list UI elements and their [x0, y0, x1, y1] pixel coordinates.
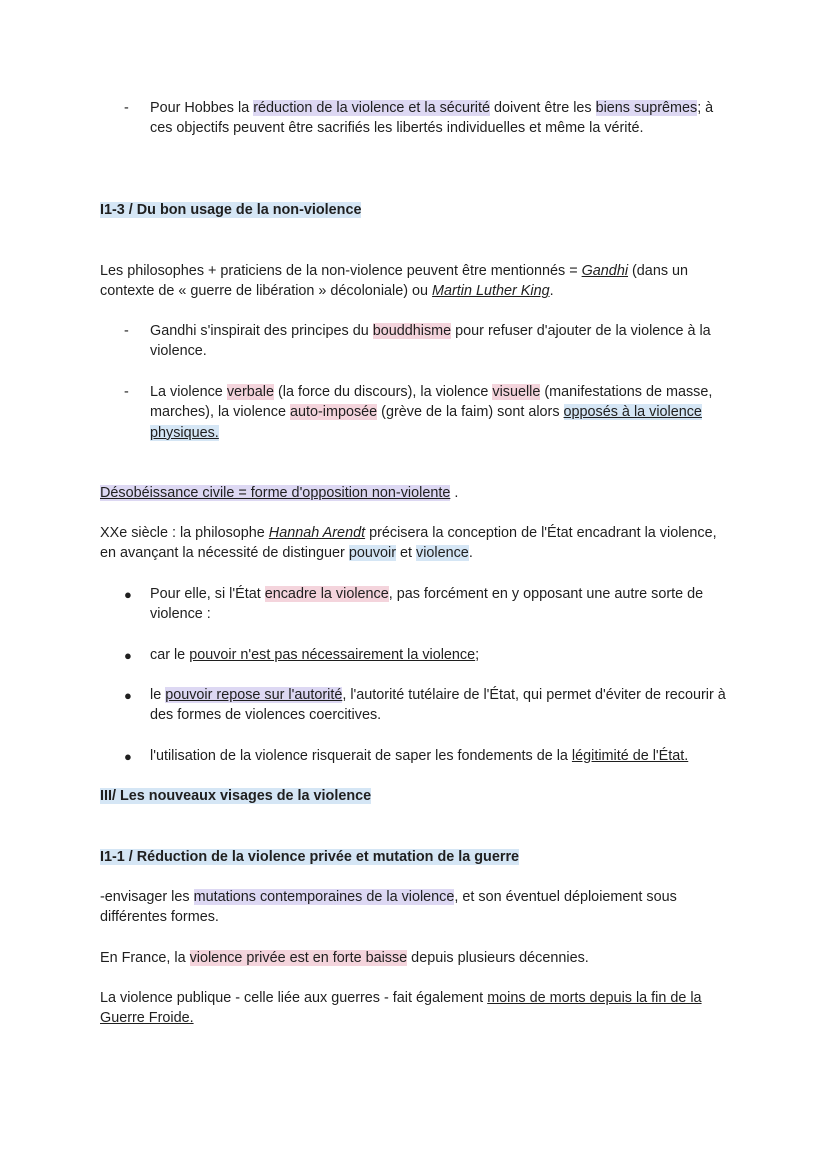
underlined-text: légitimité de l'État. — [571, 748, 689, 764]
highlight: verbale — [226, 384, 275, 400]
text: (grève de la faim) sont alors — [377, 404, 564, 421]
list-dash: - — [124, 323, 129, 339]
highlight: encadre la violence — [264, 586, 389, 602]
highlight: pouvoir — [348, 545, 397, 562]
text: . — [450, 485, 459, 501]
text: Pour Hobbes la — [150, 100, 254, 116]
text: . — [468, 545, 473, 562]
arendt-paragraph — [100, 523, 730, 564]
underlined-text: pouvoir n'est pas nécessairement la violence — [189, 647, 476, 663]
highlight: violence privée est en forte baisse — [189, 950, 408, 966]
highlight: réduction de la violence et la sécurité — [253, 100, 490, 116]
bullet-icon: ● — [124, 749, 132, 764]
text: (la force du discours), la violence — [274, 384, 493, 400]
intro-paragraph — [100, 261, 730, 302]
text: ; — [475, 647, 480, 663]
text: , l'autorité tutélaire de l'État, qui permet d'éviter de recourir à des formes de violences coercitives. — [150, 687, 726, 724]
section-heading-non-violence — [100, 200, 730, 220]
bullet-icon: ● — [124, 587, 132, 602]
heading-text: I1-3 / Du bon usage de la non-violence — [100, 202, 362, 218]
text: -envisager les — [100, 889, 194, 905]
hobbes-item — [150, 98, 730, 139]
text: ; à ces objectifs peuvent être sacrifiés les libertés individuelles et même la vérité. — [150, 100, 714, 137]
desobeissance-paragraph — [100, 483, 730, 503]
text: Les philosophes + praticiens de la non-violence peuvent être mentionnés = — [100, 263, 582, 279]
heading-text: I1-1 / Réduction de la violence privée et mutation de la guerre — [100, 849, 520, 865]
highlight: violence — [416, 545, 469, 562]
bullet-item — [150, 584, 730, 625]
text: Gandhi s'inspirait des principes du — [150, 323, 373, 339]
gandhi-item — [150, 321, 730, 362]
text: XXe siècle : la philosophe — [100, 525, 269, 541]
text: précisera la conception de l'État encadrant la violence, en avançant la nécessité de distinguer — [100, 525, 717, 562]
highlight: Désobéissance civile = forme d'opposition non-violente — [100, 485, 451, 501]
text: pour refuser d'ajouter de la violence à la violence. — [150, 323, 711, 360]
highlight: mutations contemporaines de la violence — [193, 889, 455, 905]
section-heading-nouveaux-visages — [100, 786, 730, 806]
underlined-text: moins de morts depuis la fin de la Guerre Froide. — [100, 990, 702, 1027]
text: (manifestations de masse, marches), la violence — [150, 384, 713, 421]
mlk-name: Martin Luther King — [432, 283, 550, 300]
text: (dans un contexte de « guerre de libération » décoloniale) ou — [100, 263, 689, 300]
text: doivent être les — [490, 100, 596, 116]
bullet-icon: ● — [124, 648, 132, 663]
text: depuis plusieurs décennies. — [407, 950, 589, 966]
highlight: opposés à la violence physiques. — [150, 404, 702, 441]
publique-paragraph — [100, 988, 730, 1029]
bullet-item — [150, 746, 730, 766]
section-heading-reduction — [100, 847, 730, 867]
france-paragraph — [100, 948, 730, 968]
violence-types-item — [150, 382, 730, 443]
list-dash: - — [124, 384, 129, 400]
text: En France, la — [100, 950, 190, 966]
text: , et son éventuel déploiement sous différentes formes. — [100, 889, 677, 926]
gandhi-name: Gandhi — [581, 263, 629, 279]
highlight: bouddhisme — [372, 323, 452, 339]
bullet-icon: ● — [124, 688, 132, 703]
text: . — [549, 283, 554, 300]
text: , pas forcément en y opposant une autre sorte de violence : — [150, 586, 704, 623]
highlight: auto-imposée — [289, 404, 378, 421]
highlight: biens suprêmes — [595, 100, 698, 116]
highlight: visuelle — [492, 384, 541, 400]
text: car le — [150, 647, 190, 663]
text: La violence — [150, 384, 227, 400]
text: l'utilisation de la violence risquerait de saper les fondements de la — [150, 748, 572, 764]
arendt-name: Hannah Arendt — [268, 525, 366, 541]
envisager-paragraph — [100, 887, 730, 928]
list-dash: - — [124, 100, 129, 116]
highlight: pouvoir repose sur l'autorité — [165, 687, 343, 703]
bullet-item — [150, 685, 730, 726]
text: le — [150, 687, 166, 703]
text: Pour elle, si l'État — [150, 586, 265, 602]
bullet-item — [150, 645, 730, 665]
text: La violence publique - celle liée aux guerres - fait également — [100, 990, 488, 1006]
text: et — [396, 545, 417, 562]
heading-text: III/ Les nouveaux visages de la violence — [100, 788, 372, 804]
